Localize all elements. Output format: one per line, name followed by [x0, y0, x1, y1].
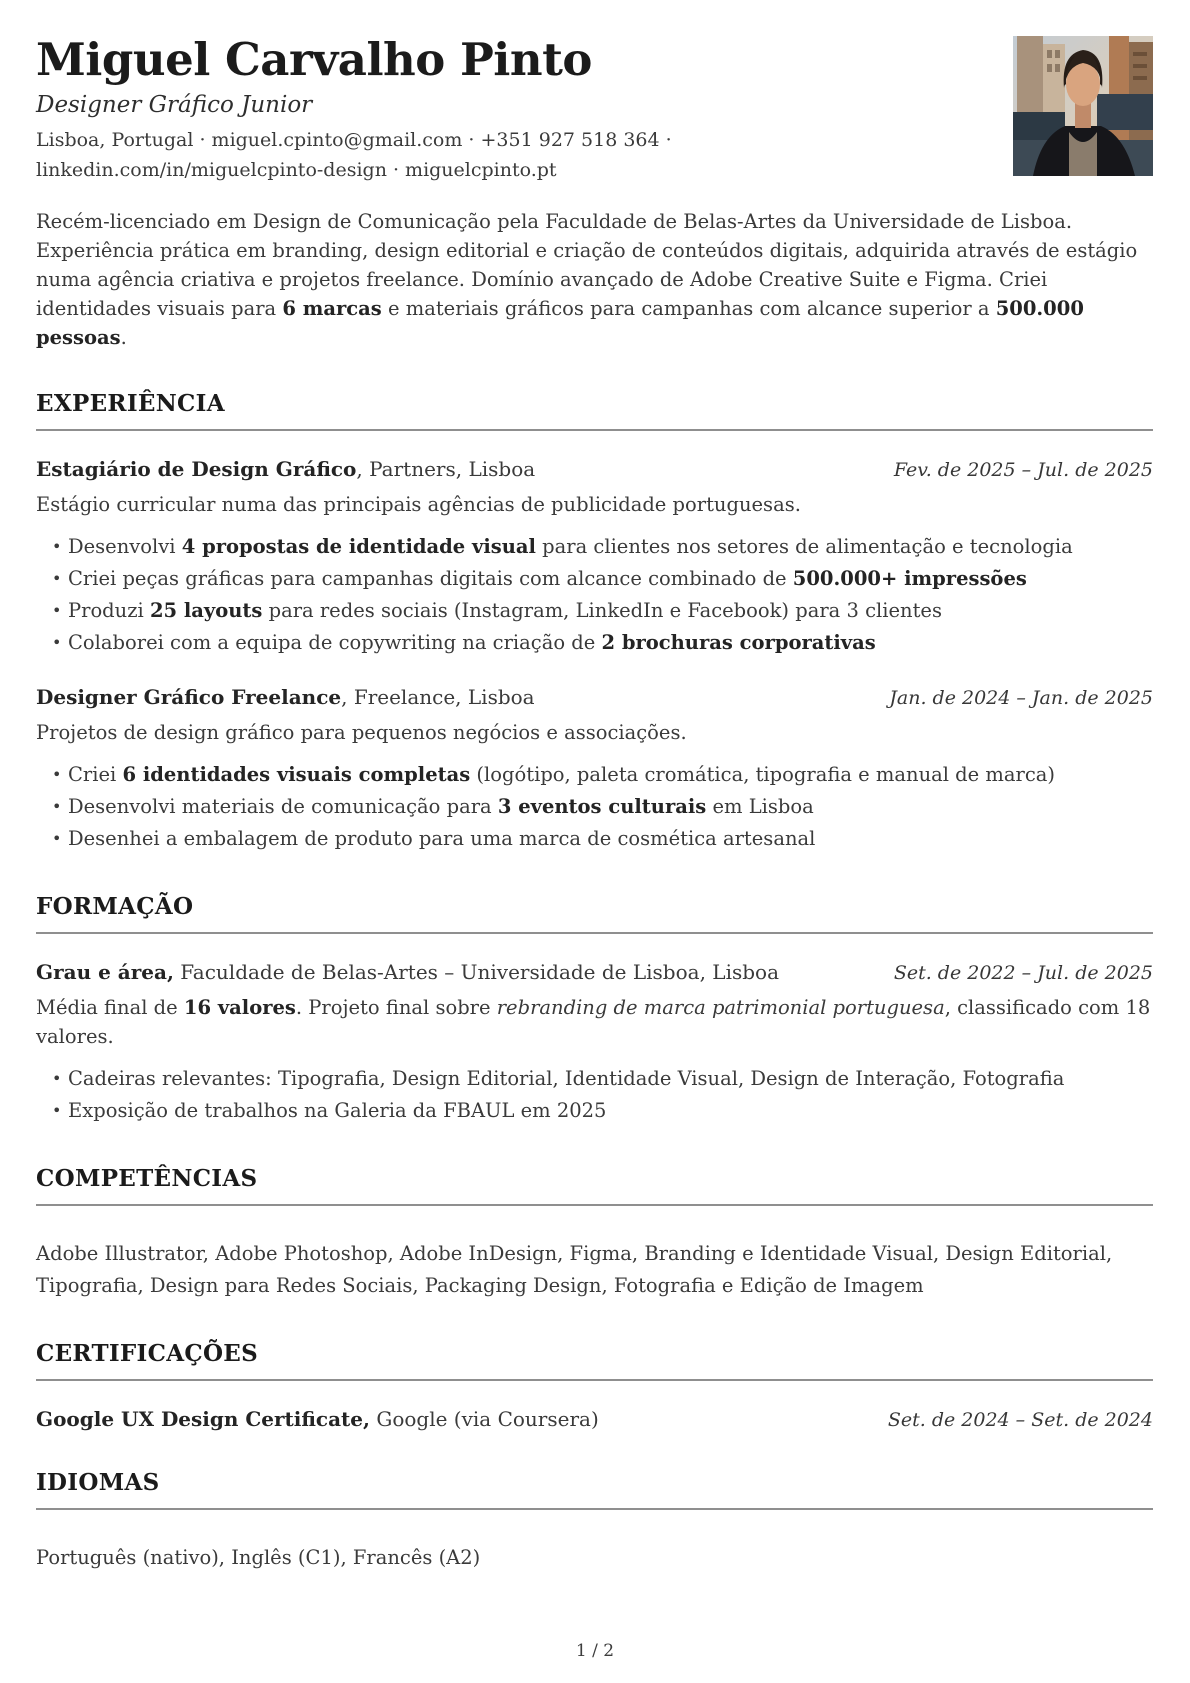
education-dates: Set. de 2022 – Jul. de 2025: [893, 962, 1153, 985]
certification-name: Google UX Design Certificate,: [36, 1407, 370, 1432]
languages-list: Português (nativo), Inglês (C1), Francês (A2): [36, 1546, 481, 1570]
job-bullet: • Criei 6 identidades visuais completas (logótipo, paleta cromática, tipografia e manual de marca): [52, 759, 1153, 791]
job-title-line: [36, 457, 535, 481]
education-title-line: [36, 960, 779, 984]
contact-line-1: Lisboa, Portugal · miguel.cpinto@gmail.com · +351 927 518 364 ·: [36, 129, 672, 152]
education-entry-head: [36, 960, 1153, 984]
section-heading-languages: IDIOMAS: [36, 1469, 1153, 1510]
job-bullet: • Desenvolvi materiais de comunicação para 3 eventos culturais em Lisboa: [52, 791, 1153, 823]
job-role: Designer Gráfico Freelance: [36, 685, 342, 710]
header: [36, 33, 1153, 185]
job-dates: Jan. de 2024 – Jan. de 2025: [889, 687, 1153, 710]
job-bullet: • Criei peças gráficas para campanhas digitais com alcance combinado de 500.000+ impressões: [52, 563, 1153, 595]
education-bullet: • Exposição de trabalhos na Galeria da FBAUL em 2025: [52, 1095, 1153, 1127]
job-bullet-list: [36, 531, 1153, 659]
section-skills: [36, 1165, 1153, 1302]
job-company-location: , Freelance, Lisboa: [341, 685, 535, 710]
education-degree: Grau e área,: [36, 960, 174, 985]
skills-list: Adobe Illustrator, Adobe Photoshop, Adobe InDesign, Figma, Branding e Identidade Visual, Design Editorial, Tipografia, Design para Redes Sociais, Packaging Design, Fotografia e Edição de Imagem: [36, 1242, 1113, 1298]
education-description: Média final de 16 valores. Projeto final sobre rebranding de marca patrimonial portuguesa, classificado com 18 valores.: [36, 996, 1151, 1049]
job-bullet: • Desenvolvi 4 propostas de identidade visual para clientes nos setores de alimentação e tecnologia: [52, 531, 1153, 563]
person-job-title: Designer Gráfico Junior: [36, 92, 313, 119]
person-name: Miguel Carvalho Pinto: [36, 33, 592, 86]
section-certifications: [36, 1340, 1153, 1431]
job-description: Projetos de design gráfico para pequenos negócios e associações.: [36, 721, 687, 745]
section-heading-education: FORMAÇÃO: [36, 893, 1153, 934]
job-entry-internship: [36, 457, 1153, 659]
section-experience: [36, 390, 1153, 855]
certification-entry: [36, 1407, 1153, 1431]
section-education: [36, 893, 1153, 1127]
job-description: Estágio curricular numa das principais agências de publicidade portuguesas.: [36, 493, 801, 517]
education-school-location: Faculdade de Belas-Artes – Universidade de Lisboa, Lisboa: [173, 960, 779, 985]
section-languages: [36, 1469, 1153, 1574]
header-identity: [36, 33, 672, 185]
job-company-location: , Partners, Lisboa: [356, 457, 536, 482]
job-entry-head: [36, 457, 1153, 481]
job-bullet: • Desenhei a embalagem de produto para uma marca de cosmética artesanal: [52, 823, 1153, 855]
certification-title-line: [36, 1407, 599, 1431]
page-number: 1 / 2: [575, 1641, 615, 1661]
section-heading-certifications: CERTIFICAÇÕES: [36, 1340, 1153, 1381]
job-dates: Fev. de 2025 – Jul. de 2025: [893, 459, 1153, 482]
education-bullet: • Cadeiras relevantes: Tipografia, Design Editorial, Identidade Visual, Design de Interação, Fotografia: [52, 1063, 1153, 1095]
job-role: Estagiário de Design Gráfico: [36, 457, 357, 482]
education-entry: [36, 960, 1153, 1127]
certification-entry-head: [36, 1407, 1153, 1431]
professional-summary: Recém-licenciado em Design de Comunicação pela Faculdade de Belas-Artes da Universidade de Lisboa. Experiência prática em branding, design editorial e criação de conteúdos digitais, adquirida através de estágio numa agência criativa e projetos freelance. Domínio avançado de Adobe Creative Suite e Figma. Criei identidades visuais para 6 marcas e materiais gráficos para campanhas com alcance superior a 500.000 pessoas.: [36, 210, 1138, 350]
section-heading-skills: COMPETÊNCIAS: [36, 1165, 1153, 1206]
job-entry-head: [36, 685, 1153, 709]
job-bullet: • Colaborei com a equipa de copywriting na criação de 2 brochuras corporativas: [52, 627, 1153, 659]
contact-info: [36, 125, 672, 185]
education-bullet-list: [36, 1063, 1153, 1127]
job-bullet: • Produzi 25 layouts para redes sociais (Instagram, LinkedIn e Facebook) para 3 clientes: [52, 595, 1153, 627]
job-entry-freelance: [36, 685, 1153, 855]
contact-line-2: linkedin.com/in/miguelcpinto-design · miguelcpinto.pt: [36, 159, 557, 182]
certification-issuer: Google (via Coursera): [369, 1407, 599, 1432]
job-bullet-list: [36, 759, 1153, 855]
section-heading-experience: EXPERIÊNCIA: [36, 390, 1153, 431]
profile-photo-image: [1013, 36, 1153, 176]
certification-dates: Set. de 2024 – Set. de 2024: [887, 1409, 1153, 1432]
job-title-line: [36, 685, 535, 709]
profile-photo: [1013, 36, 1153, 176]
